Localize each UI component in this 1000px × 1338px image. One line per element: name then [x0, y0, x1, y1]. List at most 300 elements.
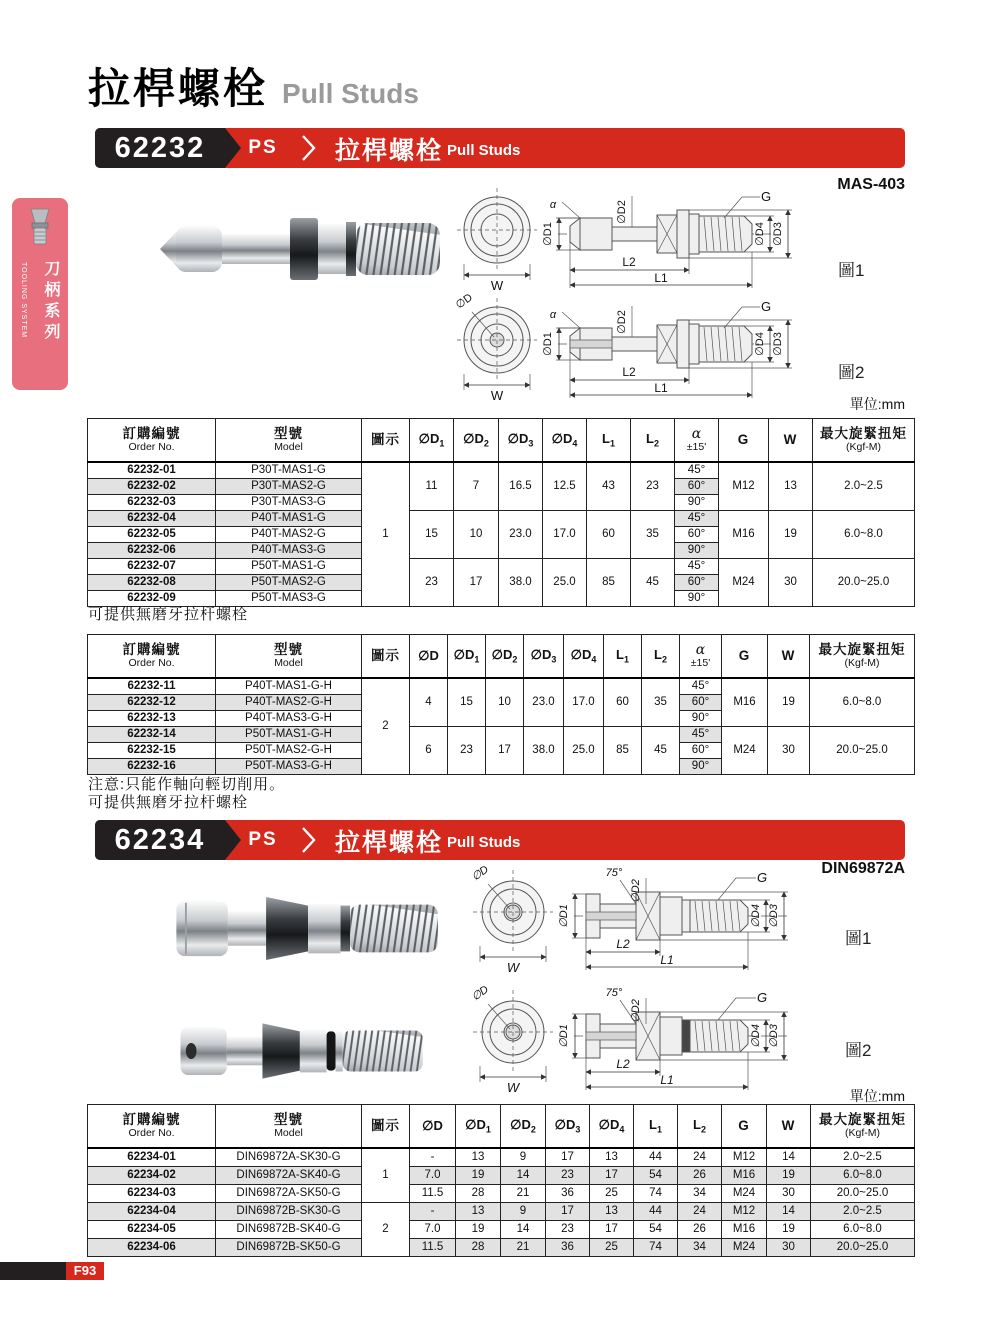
- cell-alpha: 60°: [675, 527, 719, 543]
- col-header-order: 訂購編號 Order No.: [88, 419, 216, 463]
- cell-d4: 13: [590, 1148, 634, 1167]
- figure-label: 圖1: [845, 929, 872, 948]
- col-header-torque: 最大旋緊扭矩 (Kgf-M): [813, 419, 915, 463]
- cell-d1: 23: [410, 559, 454, 607]
- dim-label-d1: ∅D1: [542, 332, 554, 356]
- cell-d1: 13: [456, 1203, 501, 1221]
- cell-w: 30: [767, 1239, 811, 1257]
- cell-d2: 14: [501, 1221, 546, 1239]
- col-header-model: 型號 Model: [216, 635, 362, 679]
- cell-d2: 10: [486, 678, 524, 727]
- col-header-fig: 圖示: [362, 1105, 410, 1149]
- table-row: [88, 727, 915, 743]
- col-header-g: G: [722, 1105, 767, 1149]
- dim-label-angle75: 75°: [605, 987, 623, 999]
- cell-d2: 14: [501, 1167, 546, 1185]
- cell-w: 30: [767, 1185, 811, 1203]
- cell-d1: 15: [448, 678, 486, 727]
- dim-label-d3: ∅D3: [768, 1024, 780, 1048]
- spec-table-62232-h: [87, 634, 915, 775]
- cell-l2: 23: [631, 462, 675, 511]
- cell-g: M12: [722, 1203, 767, 1221]
- cell-w: 19: [769, 511, 813, 559]
- cell-torque: 6.0~8.0: [811, 1167, 915, 1185]
- table-row: [88, 462, 915, 479]
- cell-order: 62232-08: [88, 575, 216, 591]
- cell-g: M24: [722, 727, 768, 775]
- cell-model: P30T-MAS3-G: [216, 495, 362, 511]
- cell-alpha: 60°: [675, 479, 719, 495]
- col-header-d3: $\emptyset D_3$: [546, 1105, 590, 1149]
- dim-label-l1: L1: [660, 1073, 674, 1087]
- cell-order: 62232-06: [88, 543, 216, 559]
- cell-l1: 44: [634, 1148, 678, 1167]
- cell-d4: 25: [590, 1239, 634, 1257]
- cell-alpha: 60°: [680, 695, 722, 711]
- cell-g: M16: [722, 1221, 767, 1239]
- cell-d: -: [410, 1203, 456, 1221]
- product-photo-62232: [150, 194, 450, 309]
- cell-model: P40T-MAS2-G: [216, 527, 362, 543]
- note-axial-cut: 注意:只能作軸向輕切削用。: [88, 776, 286, 793]
- col-header-d1: $\emptyset D_1$: [456, 1105, 501, 1149]
- cell-d2: 21: [501, 1185, 546, 1203]
- cell-d3: 23: [546, 1167, 590, 1185]
- cell-d: 6: [410, 727, 448, 775]
- cell-g: M24: [722, 1185, 767, 1203]
- cell-order: 62232-09: [88, 591, 216, 607]
- cell-alpha: 90°: [675, 543, 719, 559]
- col-header-w: W: [768, 635, 810, 679]
- product-photo-62234-a: [160, 876, 460, 986]
- cell-l1: 85: [604, 727, 642, 775]
- dim-label-d4: ∅D4: [750, 1024, 762, 1048]
- standard-label-mas403: MAS-403: [837, 176, 905, 193]
- technical-drawing-fig2-mas: [452, 292, 837, 409]
- cell-g: M12: [722, 1148, 767, 1167]
- technical-drawing-fig1-mas: [452, 182, 837, 299]
- cell-l1: 60: [587, 511, 631, 559]
- unit-label: 單位:mm: [849, 396, 905, 412]
- cell-alpha: 90°: [680, 759, 722, 775]
- series-label: PS: [248, 137, 278, 158]
- cell-order: 62232-01: [88, 462, 216, 479]
- cell-d4: 17.0: [564, 678, 604, 727]
- cell-order: 62234-01: [88, 1148, 216, 1167]
- cell-order: 62234-05: [88, 1221, 216, 1239]
- sidebar-tooling-system-tab: [12, 198, 68, 390]
- col-header-d2: $\emptyset D_2$: [486, 635, 524, 679]
- cell-l2: 35: [642, 678, 680, 727]
- tool-holder-thumbnail: [23, 205, 57, 251]
- col-header-order: 訂購編號 Order No.: [88, 635, 216, 679]
- cell-model: P50T-MAS2-G: [216, 575, 362, 591]
- cell-d2: 7: [454, 462, 499, 511]
- cell-l2: 34: [678, 1239, 722, 1257]
- cell-d: 11.5: [410, 1239, 456, 1257]
- cell-d3: 36: [546, 1185, 590, 1203]
- section-banner-62232: [95, 128, 905, 168]
- dim-label-d4: ∅D4: [750, 904, 762, 928]
- sidebar-series-zh: 刀柄系列: [42, 260, 59, 344]
- cell-model: DIN69872A-SK40-G: [216, 1167, 362, 1185]
- standard-label-din69872a: DIN69872A: [821, 860, 905, 877]
- dim-label-alpha: α: [549, 309, 557, 321]
- col-header-order: 訂購編號 Order No.: [88, 1105, 216, 1149]
- cell-d1: 28: [456, 1239, 501, 1257]
- cell-order: 62232-02: [88, 479, 216, 495]
- col-header-d: ∅D: [410, 1105, 456, 1149]
- cell-d3: 23.0: [499, 511, 543, 559]
- col-header-d: ∅D: [410, 635, 448, 679]
- col-header-l1: $L_1$: [604, 635, 642, 679]
- col-header-l1: $L_1$: [634, 1105, 678, 1149]
- dim-label-d3: ∅D3: [772, 222, 784, 246]
- cell-torque: 20.0~25.0: [811, 1185, 915, 1203]
- cell-d1: 11: [410, 462, 454, 511]
- dim-label-w: W: [490, 278, 504, 293]
- cell-w: 30: [769, 559, 813, 607]
- cell-l1: 74: [634, 1185, 678, 1203]
- col-header-d3: $\emptyset D_3$: [524, 635, 564, 679]
- cell-torque: 6.0~8.0: [813, 511, 915, 559]
- dim-label-w: W: [506, 1080, 520, 1095]
- cell-torque: 20.0~25.0: [811, 1239, 915, 1257]
- page-title-en: Pull Studs: [282, 78, 419, 109]
- cell-l1: 74: [634, 1239, 678, 1257]
- dim-label-d1: ∅D1: [558, 1024, 570, 1048]
- cell-model: P30T-MAS1-G: [216, 462, 362, 479]
- cell-alpha: 45°: [675, 462, 719, 479]
- cell-l1: 85: [587, 559, 631, 607]
- page-title: [88, 56, 419, 116]
- cell-order: 62232-03: [88, 495, 216, 511]
- cell-order: 62232-07: [88, 559, 216, 575]
- dim-label-d: ∅D: [469, 984, 491, 1004]
- col-header-g: G: [719, 419, 769, 463]
- col-header-l2: $L_2$: [678, 1105, 722, 1149]
- cell-model: DIN69872A-SK50-G: [216, 1185, 362, 1203]
- drawing-svg: [452, 182, 837, 294]
- cell-order: 62232-16: [88, 759, 216, 775]
- col-header-d2: $\emptyset D_2$: [501, 1105, 546, 1149]
- cell-order: 62232-04: [88, 511, 216, 527]
- cell-torque: 2.0~2.5: [811, 1203, 915, 1221]
- cell-l1: 44: [634, 1203, 678, 1221]
- banner-title-zh: 拉桿螺栓: [335, 829, 444, 857]
- cell-w: 14: [767, 1203, 811, 1221]
- drawing-svg: [468, 864, 853, 976]
- cell-l1: 43: [587, 462, 631, 511]
- col-header-alpha: α ±15': [680, 635, 722, 679]
- cell-d3: 17: [546, 1203, 590, 1221]
- dim-label-l1: L1: [654, 271, 668, 285]
- dim-label-d4: ∅D4: [754, 222, 766, 246]
- dim-label-d3: ∅D3: [772, 332, 784, 356]
- cell-l2: 24: [678, 1148, 722, 1167]
- dim-label-d4: ∅D4: [754, 332, 766, 356]
- col-header-d4: $\emptyset D_4$: [543, 419, 587, 463]
- table-row: [88, 1239, 915, 1257]
- cell-torque: 20.0~25.0: [810, 727, 915, 775]
- cell-l2: 34: [678, 1185, 722, 1203]
- spec-table-62232-main: [87, 418, 915, 607]
- dim-label-g: G: [760, 189, 772, 204]
- cell-alpha: 60°: [680, 743, 722, 759]
- banner-title-en: Pull Studs: [447, 142, 521, 159]
- cell-d1: 15: [410, 511, 454, 559]
- cell-order: 62232-13: [88, 711, 216, 727]
- col-header-d1: $\emptyset D_1$: [410, 419, 454, 463]
- product-photo-62234-b: [152, 1002, 462, 1105]
- cell-l2: 24: [678, 1203, 722, 1221]
- technical-drawing-fig2-din: [468, 984, 853, 1101]
- cell-d: 7.0: [410, 1221, 456, 1239]
- cell-order: 62234-03: [88, 1185, 216, 1203]
- cell-fig: 1: [362, 1148, 410, 1203]
- dim-label-d2: ∅D2: [630, 879, 642, 903]
- cell-w: 19: [767, 1221, 811, 1239]
- cell-model: DIN69872B-SK50-G: [216, 1239, 362, 1257]
- note-no-thread: 可提供無磨牙拉杆螺栓: [88, 606, 249, 623]
- cell-d4: 17: [590, 1167, 634, 1185]
- col-header-alpha: α ±15': [675, 419, 719, 463]
- spec-table-62234: [87, 1104, 915, 1257]
- cell-alpha: 45°: [680, 727, 722, 743]
- cell-torque: 2.0~2.5: [811, 1148, 915, 1167]
- col-header-torque: 最大旋緊扭矩 (Kgf-M): [811, 1105, 915, 1149]
- cell-alpha: 60°: [675, 575, 719, 591]
- dim-label-l1: L1: [660, 953, 674, 967]
- cell-g: M12: [719, 462, 769, 511]
- table-62232-h-wrap: [87, 634, 915, 775]
- figure-label: 圖2: [845, 1041, 872, 1060]
- cell-l2: 35: [631, 511, 675, 559]
- cell-torque: 20.0~25.0: [813, 559, 915, 607]
- cell-l2: 26: [678, 1221, 722, 1239]
- cell-model: P30T-MAS2-G: [216, 479, 362, 495]
- cell-model: P40T-MAS1-G-H: [216, 678, 362, 695]
- footer-black-bar: [0, 1262, 66, 1280]
- cell-d4: 17.0: [543, 511, 587, 559]
- table-row: [88, 1148, 915, 1167]
- cell-torque: 6.0~8.0: [811, 1221, 915, 1239]
- table-62234-wrap: [87, 1104, 915, 1257]
- section-code: 62234: [95, 820, 225, 860]
- col-header-w: W: [767, 1105, 811, 1149]
- dim-label-d1: ∅D1: [542, 222, 554, 246]
- cell-d: -: [410, 1148, 456, 1167]
- unit-label: 單位:mm: [849, 1088, 905, 1104]
- cell-model: P40T-MAS3-G: [216, 543, 362, 559]
- table-row: [88, 1167, 915, 1185]
- cell-g: M16: [722, 1167, 767, 1185]
- cell-order: 62232-12: [88, 695, 216, 711]
- cell-fig: 2: [362, 678, 410, 775]
- cell-order: 62234-04: [88, 1203, 216, 1221]
- section-banner-62234: [95, 820, 905, 860]
- cell-alpha: 90°: [675, 495, 719, 511]
- col-header-model: 型號 Model: [216, 1105, 362, 1149]
- cell-order: 62232-05: [88, 527, 216, 543]
- cell-d4: 12.5: [543, 462, 587, 511]
- col-header-l2: $L_2$: [642, 635, 680, 679]
- cell-l1: 54: [634, 1167, 678, 1185]
- chevron-right-icon: [300, 827, 318, 853]
- cell-w: 13: [769, 462, 813, 511]
- cell-fig: 2: [362, 1203, 410, 1257]
- dim-label-angle75: 75°: [605, 867, 623, 879]
- table-row: [88, 1221, 915, 1239]
- cell-w: 30: [768, 727, 810, 775]
- table-row: [88, 511, 915, 527]
- cell-d: 7.0: [410, 1167, 456, 1185]
- dim-label-d1: ∅D1: [558, 904, 570, 928]
- cell-model: P50T-MAS2-G-H: [216, 743, 362, 759]
- chevron-right-icon: [300, 135, 318, 161]
- cell-g: M16: [719, 511, 769, 559]
- cell-l1: 54: [634, 1221, 678, 1239]
- cell-d3: 38.0: [499, 559, 543, 607]
- cell-d2: 10: [454, 511, 499, 559]
- cell-d4: 13: [590, 1203, 634, 1221]
- banner-title-en: Pull Studs: [447, 834, 521, 851]
- table-62232-main-wrap: [87, 418, 915, 607]
- cell-model: P50T-MAS3-G-H: [216, 759, 362, 775]
- product-photo-svg: [160, 876, 460, 981]
- cell-d1: 13: [456, 1148, 501, 1167]
- dim-label-l2: L2: [616, 937, 630, 951]
- col-header-torque: 最大旋緊扭矩 (Kgf-M): [810, 635, 915, 679]
- cell-model: P40T-MAS1-G: [216, 511, 362, 527]
- cell-d1: 19: [456, 1167, 501, 1185]
- dim-label-l1: L1: [654, 381, 668, 395]
- cell-d4: 25.0: [543, 559, 587, 607]
- drawing-svg: [468, 984, 853, 1096]
- figure-label: 圖2: [838, 363, 865, 382]
- cell-d2: 17: [486, 727, 524, 775]
- section-code: 62232: [95, 128, 225, 168]
- cell-g: M16: [722, 678, 768, 727]
- header-row: [88, 635, 915, 679]
- cell-order: 62234-06: [88, 1239, 216, 1257]
- cell-l1: 60: [604, 678, 642, 727]
- product-photo-svg: [152, 1002, 462, 1100]
- dim-label-w: W: [490, 388, 504, 403]
- dim-label-d: ∅D: [453, 292, 475, 312]
- col-header-d4: $\emptyset D_4$: [590, 1105, 634, 1149]
- dim-label-d2: ∅D2: [616, 310, 628, 334]
- cell-d1: 19: [456, 1221, 501, 1239]
- cell-model: P40T-MAS2-G-H: [216, 695, 362, 711]
- cell-alpha: 45°: [680, 678, 722, 695]
- cell-d3: 17: [546, 1148, 590, 1167]
- col-header-model: 型號 Model: [216, 419, 362, 463]
- cell-d2: 9: [501, 1203, 546, 1221]
- cell-d4: 25: [590, 1185, 634, 1203]
- cell-model: DIN69872A-SK30-G: [216, 1148, 362, 1167]
- cell-model: DIN69872B-SK40-G: [216, 1221, 362, 1239]
- table-row: [88, 559, 915, 575]
- dim-label-g: G: [760, 299, 772, 314]
- cell-w: 19: [768, 678, 810, 727]
- dim-label-l2: L2: [622, 365, 636, 379]
- dim-label-d: ∅D: [469, 864, 491, 884]
- technical-drawing-fig1-din: [468, 864, 853, 981]
- cell-d2: 21: [501, 1239, 546, 1257]
- dim-label-g: G: [756, 870, 768, 885]
- cell-d3: 38.0: [524, 727, 564, 775]
- header-row: [88, 1105, 915, 1149]
- product-photo-svg: [150, 194, 450, 304]
- cell-torque: 2.0~2.5: [813, 462, 915, 511]
- series-label: PS: [248, 829, 278, 850]
- cell-order: 62232-15: [88, 743, 216, 759]
- dim-label-d3: ∅D3: [768, 904, 780, 928]
- col-header-fig: 圖示: [362, 635, 410, 679]
- cell-alpha: 90°: [680, 711, 722, 727]
- cell-d: 11.5: [410, 1185, 456, 1203]
- table-row: [88, 678, 915, 695]
- col-header-d4: $\emptyset D_4$: [564, 635, 604, 679]
- cell-d3: 36: [546, 1239, 590, 1257]
- figure-label: 圖1: [838, 261, 865, 280]
- dim-label-g: G: [756, 990, 768, 1005]
- dim-label-l2: L2: [622, 255, 636, 269]
- cell-l2: 26: [678, 1167, 722, 1185]
- col-header-l2: $L_2$: [631, 419, 675, 463]
- cell-model: P50T-MAS1-G: [216, 559, 362, 575]
- dim-label-d2: ∅D2: [616, 200, 628, 224]
- col-header-g: G: [722, 635, 768, 679]
- cell-d3: 23: [546, 1221, 590, 1239]
- col-header-d1: $\emptyset D_1$: [448, 635, 486, 679]
- cell-g: M24: [722, 1239, 767, 1257]
- page-number-badge: F93: [66, 1262, 104, 1280]
- cell-order: 62232-11: [88, 678, 216, 695]
- dim-label-d2: ∅D2: [630, 999, 642, 1023]
- cell-w: 19: [767, 1167, 811, 1185]
- cell-d4: 17: [590, 1221, 634, 1239]
- cell-fig: 1: [362, 462, 410, 607]
- table-row: [88, 1185, 915, 1203]
- cell-alpha: 45°: [675, 559, 719, 575]
- cell-model: DIN69872B-SK30-G: [216, 1203, 362, 1221]
- cell-d: 4: [410, 678, 448, 727]
- cell-d3: 23.0: [524, 678, 564, 727]
- banner-title-zh: 拉桿螺栓: [335, 137, 444, 165]
- cell-d1: 28: [456, 1185, 501, 1203]
- cell-model: P40T-MAS3-G-H: [216, 711, 362, 727]
- cell-order: 62234-02: [88, 1167, 216, 1185]
- page-title-zh: 拉桿螺栓: [88, 65, 269, 112]
- dim-label-alpha: α: [549, 199, 557, 211]
- cell-g: M24: [719, 559, 769, 607]
- cell-alpha: 90°: [675, 591, 719, 607]
- sidebar-series-en: TOOLING SYSTEM: [20, 262, 27, 339]
- header-row: [88, 419, 915, 463]
- notes-after-table2: [88, 776, 285, 812]
- cell-torque: 6.0~8.0: [810, 678, 915, 727]
- col-header-d2: $\emptyset D_2$: [454, 419, 499, 463]
- cell-model: P50T-MAS1-G-H: [216, 727, 362, 743]
- cell-order: 62232-14: [88, 727, 216, 743]
- table-row: [88, 1203, 915, 1221]
- cell-alpha: 45°: [675, 511, 719, 527]
- cell-d2: 17: [454, 559, 499, 607]
- drawing-svg: [452, 292, 837, 404]
- note-no-thread-2: 可提供無磨牙拉杆螺栓: [88, 794, 249, 811]
